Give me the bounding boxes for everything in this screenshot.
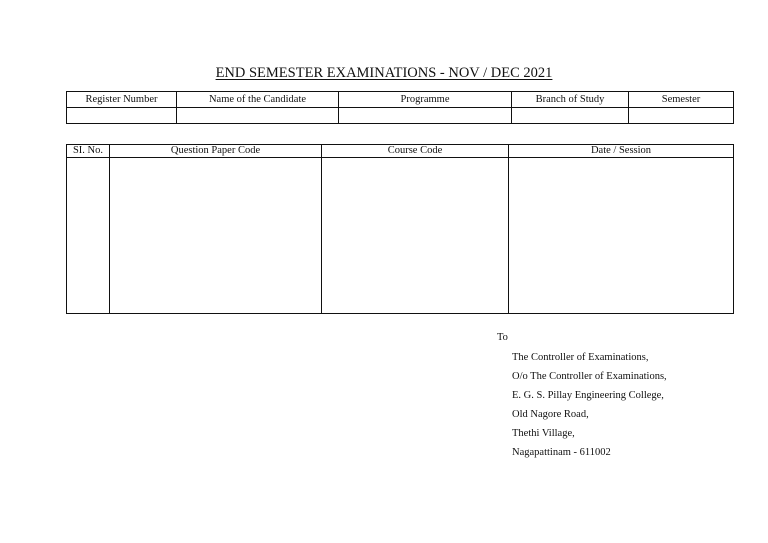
header-date-session: Date / Session xyxy=(509,145,734,158)
address-to-label: To xyxy=(497,332,508,343)
header-serial-number: SI. No. xyxy=(67,145,110,158)
semester-field[interactable] xyxy=(629,108,734,124)
address-block xyxy=(497,330,667,462)
address-line: Old Nagore Road, xyxy=(512,409,589,420)
title-text: END SEMESTER EXAMINATIONS - NOV / DEC 2021 xyxy=(215,65,553,81)
header-programme: Programme xyxy=(339,92,512,108)
course-code-field[interactable] xyxy=(322,158,509,314)
address-line: The Controller of Examinations, xyxy=(512,352,649,363)
register-number-field[interactable] xyxy=(67,108,177,124)
header-question-paper-code: Question Paper Code xyxy=(110,145,322,158)
candidate-entry-row xyxy=(67,108,734,124)
header-branch-of-study: Branch of Study xyxy=(512,92,629,108)
page-title xyxy=(0,64,768,82)
header-semester: Semester xyxy=(629,92,734,108)
candidate-details-table xyxy=(66,91,734,124)
address-line: E. G. S. Pillay Engineering College, xyxy=(512,390,664,401)
address-line: Nagapattinam - 611002 xyxy=(512,447,611,458)
address-line: O/o The Controller of Examinations, xyxy=(512,371,667,382)
serial-number-field[interactable] xyxy=(67,158,110,314)
papers-header-row xyxy=(67,145,734,158)
papers-entry-row xyxy=(67,158,734,314)
branch-of-study-field[interactable] xyxy=(512,108,629,124)
candidate-header-row xyxy=(67,92,734,108)
header-register-number: Register Number xyxy=(67,92,177,108)
date-session-field[interactable] xyxy=(509,158,734,314)
question-paper-code-field[interactable] xyxy=(110,158,322,314)
question-papers-table xyxy=(66,144,734,314)
header-candidate-name: Name of the Candidate xyxy=(177,92,339,108)
programme-field[interactable] xyxy=(339,108,512,124)
address-line: Thethi Village, xyxy=(512,428,575,439)
candidate-name-field[interactable] xyxy=(177,108,339,124)
header-course-code: Course Code xyxy=(322,145,509,158)
